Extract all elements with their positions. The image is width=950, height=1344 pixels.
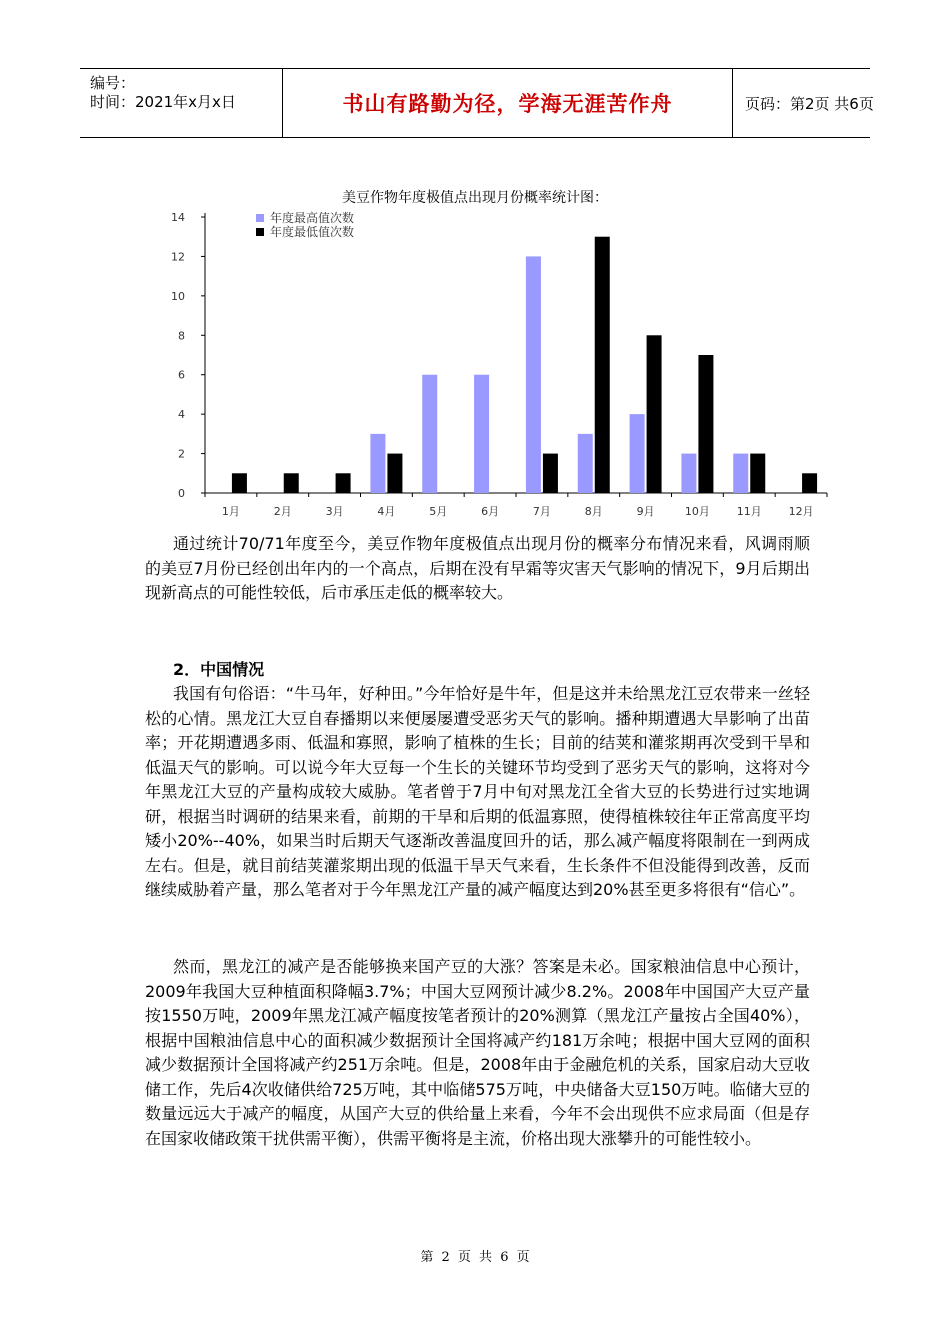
bar-low <box>336 473 351 493</box>
section-heading: 2．中国情况 <box>173 660 265 679</box>
legend-swatch <box>256 228 264 236</box>
y-tick-label: 8 <box>178 329 185 343</box>
bar-low <box>543 454 558 493</box>
x-tick-label: 2月 <box>273 505 292 518</box>
bar-low <box>698 355 713 493</box>
paragraph-1 <box>145 532 810 606</box>
header-motto-cell <box>283 69 733 137</box>
x-tick-label: 10月 <box>684 505 710 518</box>
x-tick-label: 4月 <box>377 505 396 518</box>
x-tick-label: 6月 <box>481 505 500 518</box>
x-tick-label: 9月 <box>636 505 655 518</box>
paragraph-2 <box>145 682 810 903</box>
header-page-cell <box>733 69 874 137</box>
bar-high <box>370 434 385 493</box>
bar-low <box>387 454 402 493</box>
legend-swatch <box>256 214 264 222</box>
x-tick-label: 5月 <box>429 505 448 518</box>
legend-label: 年度最高值次数 <box>270 211 355 225</box>
bar-low <box>232 473 247 493</box>
bar-high <box>474 375 489 493</box>
y-tick-label: 12 <box>171 250 185 264</box>
paragraph-text: 我国有句俗语：“牛马年，好种田。”今年恰好是牛年，但是这并未给黑龙江豆农带来一丝轻松的心情。黑龙江大豆自春播期以来便屡屡遭受恶劣天气的影响。播种期遭遇大旱影响了出苗率；开花期遭遇多雨、低温和寡照，影响了植株的生长；目前的结荚和灌浆期再次受到干旱和低温天气的影响。可以说今年大豆每一个生长的关键环节均受到了恶劣天气的影响，这将对今年黑龙江大豆的产量构成较大威胁。笔者曾于7月中旬对黑龙江全省大豆的长势进行过实地调研，根据当时调研的结果来看，前期的干旱和后期的低温寡照，使得植株较往年正常高度平均矮小20%--40%，如果当时后期天气逐渐改善温度回升的话，那么减产幅度将限制在一到两成左右。但是，就目前结荚灌浆期出现的低温干旱天气来看，生长条件不但没能得到改善，反而继续威胁着产量，那么笔者对于今年黑龙江产量的减产幅度达到20%甚至更多将很有“信心”。 <box>145 684 810 899</box>
paragraph-3 <box>145 955 810 1151</box>
y-tick-label: 4 <box>178 408 185 422</box>
paragraph-text: 通过统计70/71年度至今，美豆作物年度极值点出现月份的概率分布情况来看，风调雨顺的美豆7月份已经创出年内的一个高点，后期在没有早霜等灾害天气影响的情况下，9月后期出现新高点的可能性较低，后市承压走低的概率较大。 <box>145 534 810 602</box>
x-tick-label: 7月 <box>532 505 551 518</box>
bar-high <box>681 454 696 493</box>
bar-high <box>630 414 645 493</box>
y-tick-label: 2 <box>178 447 185 461</box>
bar-low <box>647 335 662 493</box>
time-label: 时间：2021年x月x日 <box>90 93 236 111</box>
bar-low <box>595 237 610 493</box>
bar-chart <box>150 205 840 525</box>
x-tick-label: 1月 <box>221 505 240 518</box>
legend-label: 年度最低值次数 <box>270 225 355 239</box>
page-info: 页码：第2页 共6页 <box>745 94 874 113</box>
bar-high <box>422 375 437 493</box>
bar-low <box>284 473 299 493</box>
page-header <box>80 68 874 138</box>
x-tick-label: 12月 <box>788 505 814 518</box>
number-label: 编号： <box>90 74 136 92</box>
y-tick-label: 0 <box>178 487 185 500</box>
y-tick-label: 14 <box>171 211 185 224</box>
bar-high <box>578 434 593 493</box>
paragraph-text: 然而，黑龙江的减产是否能够换来国产豆的大涨？答案是未必。国家粮油信息中心预计，2009年我国大豆种植面积降幅3.7%；中国大豆网预计减少8.2%。2008年中国国产大豆产量按1550万吨，2009年黑龙江减产幅度按笔者预计的20%测算（黑龙江产量按占全国40%），根据中国粮油信息中心的面积减少数据预计全国将减产约181万余吨；根据中国大豆网的面积减少数据预计全国将减产约251万余吨。但是，2008年由于金融危机的关系，国家启动大豆收储工作，先后4次收储供给725万吨，其中临储575万吨，中央储备大豆150万吨。临储大豆的数量远远大于减产的幅度，从国产大豆的供给量上来看，今年不会出现供不应求局面（但是存在国家收储政策干扰供需平衡），供需平衡将是主流，价格出现大涨攀升的可能性较小。 <box>145 957 810 1148</box>
x-tick-label: 11月 <box>736 505 762 518</box>
y-tick-label: 6 <box>178 368 185 382</box>
chart-title: 美豆作物年度极值点出现月份概率统计图： <box>342 190 608 206</box>
bar-high <box>526 256 541 493</box>
bar-low <box>802 473 817 493</box>
x-tick-label: 3月 <box>325 505 344 518</box>
motto: 书山有路勤为径，学海无涯苦作舟 <box>342 92 673 116</box>
header-left-cell <box>80 69 283 137</box>
x-tick-label: 8月 <box>584 505 603 518</box>
page-footer: 第 2 页 共 6 页 <box>420 1250 530 1265</box>
bar-low <box>750 454 765 493</box>
bar-high <box>733 454 748 493</box>
y-tick-label: 10 <box>171 289 185 303</box>
